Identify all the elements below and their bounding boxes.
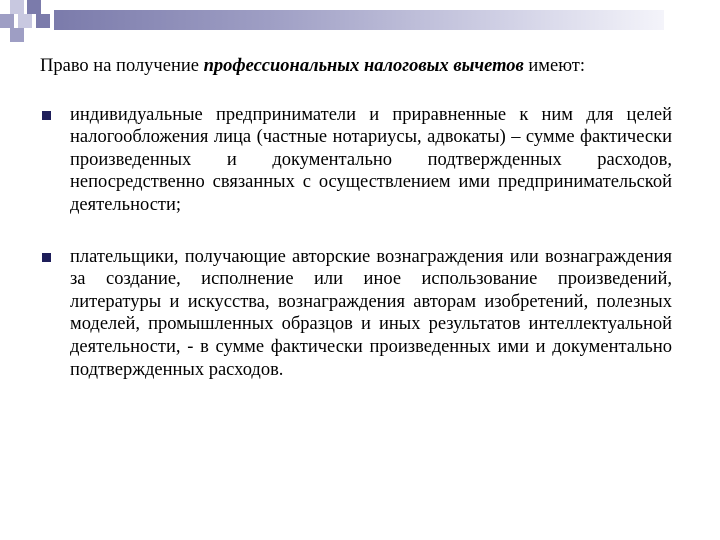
intro-suffix: имеют: <box>523 56 586 76</box>
decor-square <box>27 0 41 14</box>
bullet-item-authors <box>40 246 672 382</box>
decor-square <box>10 0 24 14</box>
bullet-text: плательщики, получающие авторские вознаграждения или вознаграждения за создание, исполнение или иное использование произведений, литературы и искусства, вознаграждения авторам изобретений, полезных моделей, промышленных образцов и иных результатов интеллектуальной деятельности, - в сумме фактически произведенных ими и документально подтвержденных расходов. <box>70 246 672 380</box>
square-bullet-icon <box>42 111 51 120</box>
decor-square <box>0 14 14 28</box>
slide-content <box>40 55 672 381</box>
header-gradient-bar <box>54 10 664 30</box>
bullet-text: индивидуальные предприниматели и приравненные к ним для целей налогообложения лица (частные нотариусы, адвокаты) – сумме фактически произведенных и документально подтвержденных расходов, непосредственно связанных с осуществлением ими предпринимательской деятельности; <box>70 104 672 215</box>
intro-paragraph <box>40 55 672 78</box>
decor-square <box>18 14 32 28</box>
decor-square <box>36 14 50 28</box>
decor-square <box>10 28 24 42</box>
intro-prefix: Право на получение <box>40 56 204 76</box>
intro-emphasis: профессиональных налоговых вычетов <box>203 56 524 76</box>
square-bullet-icon <box>42 253 51 262</box>
bullet-item-entrepreneurs <box>40 104 672 217</box>
